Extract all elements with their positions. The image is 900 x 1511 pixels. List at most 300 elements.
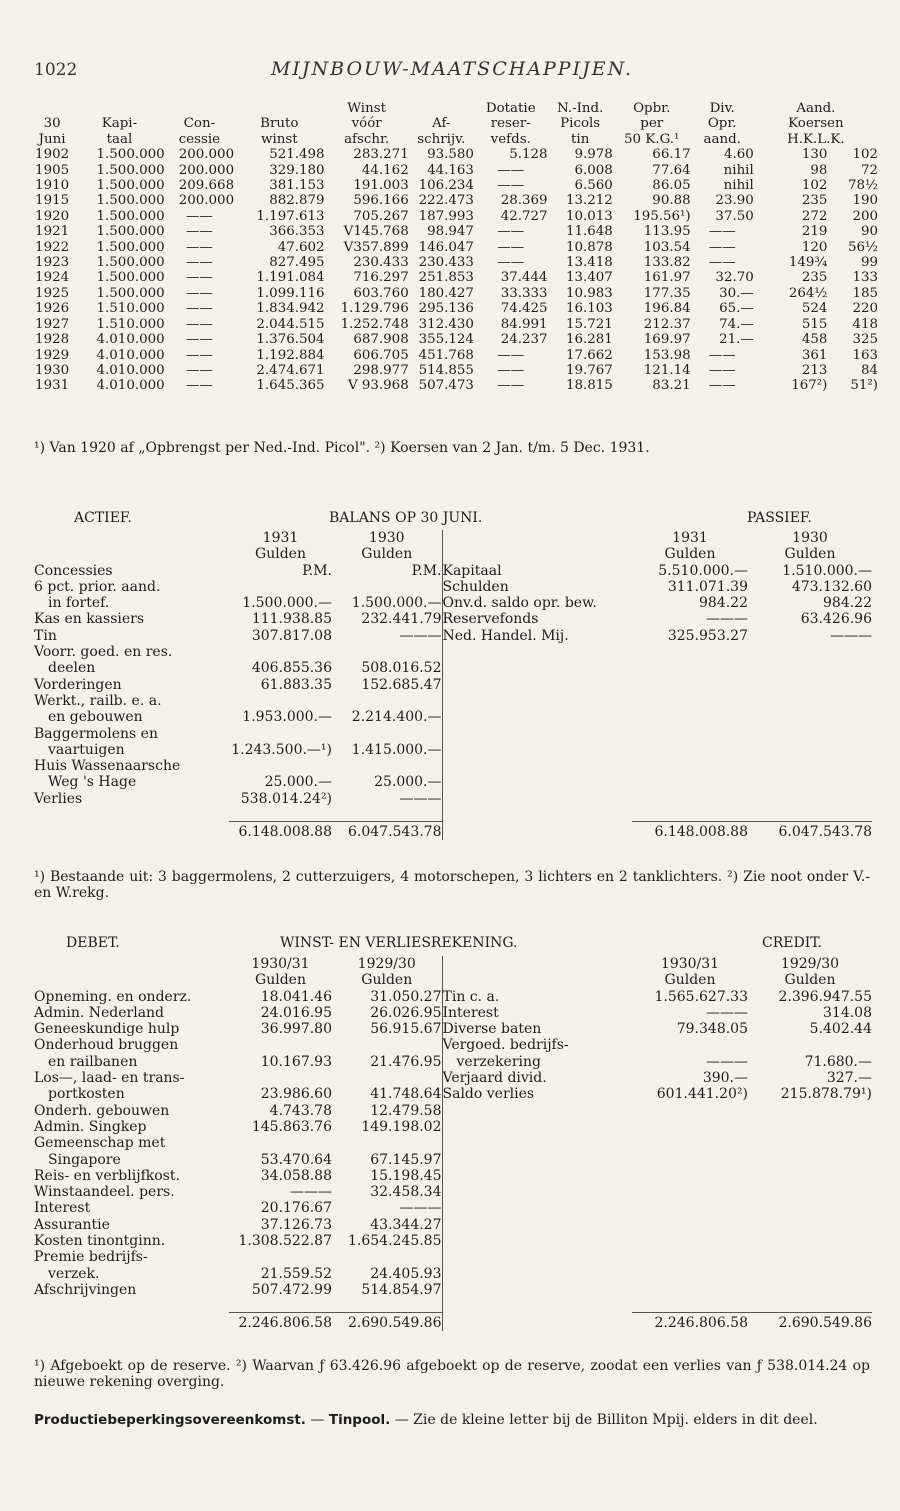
- stats-cell: 298.977: [353, 362, 409, 378]
- right-label: Saldo verlies: [442, 1086, 632, 1102]
- stats-cell: 4.60: [723, 147, 754, 163]
- left-label: Premie bedrijfs-: [34, 1249, 148, 1266]
- stats-cell: ——: [185, 332, 213, 348]
- right-value: ———: [706, 611, 748, 628]
- left-label: in fortef.: [48, 595, 110, 612]
- right-label: Kapitaal: [442, 563, 632, 579]
- stats-cell: 98.947: [427, 224, 474, 240]
- spacer: [632, 742, 748, 758]
- account-row: [34, 709, 872, 725]
- spacer: [632, 726, 748, 742]
- left-value: [332, 1249, 442, 1265]
- spacer: [442, 1298, 632, 1312]
- stats-header-row: [30, 132, 878, 147]
- stats-row: [30, 332, 878, 347]
- stats-cell: 16.103: [565, 301, 613, 317]
- stats-row: [30, 301, 878, 316]
- stats-cell: 37.444: [500, 270, 548, 286]
- left-value: 1.500.000.—: [242, 595, 332, 612]
- spacer: [442, 807, 632, 821]
- left-value: [229, 758, 332, 774]
- stats-cell: 1915: [35, 193, 70, 209]
- left-value: 24.016.95: [260, 1004, 332, 1021]
- right-value: ———: [706, 1053, 748, 1070]
- left-value: 24.405.93: [370, 1265, 442, 1282]
- left-label: Afschrijvingen: [34, 1281, 137, 1298]
- gap-row: [34, 807, 872, 821]
- stats-cell: 606.705: [353, 347, 409, 363]
- spacer: [34, 1298, 229, 1312]
- right-value: 79.348.05: [676, 1021, 748, 1038]
- stats-cell: 66.17: [652, 147, 691, 163]
- stats-header-cell: schrijv.: [417, 131, 466, 147]
- stats-cell: 366.353: [269, 224, 325, 240]
- left-value: 31.050.27: [370, 988, 442, 1005]
- left-value: 26.026.95: [370, 1004, 442, 1021]
- stats-cell: 4.010.000: [96, 378, 165, 394]
- stats-cell: 251.853: [418, 270, 474, 286]
- left-value: 20.176.67: [260, 1200, 332, 1217]
- spacer: [748, 1135, 872, 1151]
- stats-header-cell: [409, 101, 474, 116]
- column-header-row: [34, 972, 872, 988]
- stats-row: [30, 209, 878, 224]
- stats-cell: 687.908: [353, 332, 409, 348]
- stats-cell: 44.162: [361, 162, 409, 178]
- right-value: 325.953.27: [667, 627, 748, 644]
- stats-cell: 5.128: [509, 147, 548, 163]
- stats-header-cell: tin: [571, 131, 590, 147]
- left-label: Baggermolens en: [34, 725, 158, 742]
- spacer: [632, 677, 748, 693]
- stats-header-cell: Juni: [38, 131, 66, 147]
- spacer: [229, 1298, 332, 1312]
- account-row: [34, 1249, 872, 1265]
- stats-cell: 4.010.000: [96, 362, 165, 378]
- stats-cell: 98: [810, 162, 828, 178]
- spacer: [632, 807, 748, 821]
- stats-cell: 106.234: [418, 178, 474, 194]
- stats-cell: ——: [185, 362, 213, 378]
- spacer: [632, 1249, 748, 1265]
- right-value: 311.071.39: [667, 578, 748, 595]
- left-value: 149.198.02: [361, 1118, 442, 1135]
- stats-cell: 2.474.671: [256, 362, 325, 378]
- stats-cell: ——: [708, 224, 736, 240]
- spacer: [442, 758, 632, 774]
- stats-header-cell: Con-: [183, 116, 216, 132]
- stats-cell: 90: [860, 224, 878, 240]
- stats-cell: 84.991: [500, 316, 548, 332]
- stats-cell: 13.407: [565, 270, 613, 286]
- right-value: 390.—: [702, 1070, 748, 1087]
- stats-row: [30, 270, 878, 285]
- spacer: [632, 1217, 748, 1233]
- stats-cell: 235: [801, 193, 828, 209]
- spacer: [442, 1135, 632, 1151]
- stats-cell: 77.64: [652, 162, 691, 178]
- stats-cell: 1922: [35, 239, 70, 255]
- left-value: 21.559.52: [260, 1265, 332, 1282]
- stats-cell: 1929: [35, 347, 70, 363]
- account-row: [34, 1200, 872, 1216]
- left-label: Winstaandeel. pers.: [34, 1184, 175, 1201]
- spacer: [748, 677, 872, 693]
- stats-cell: 235: [801, 270, 828, 286]
- left-value: [229, 1070, 332, 1086]
- account-row: [34, 660, 872, 676]
- stats-cell: 514.855: [418, 362, 474, 378]
- stats-cell: 381.153: [269, 178, 325, 194]
- total-value: 6.047.543.78: [748, 821, 872, 840]
- left-value: 41.748.64: [370, 1086, 442, 1103]
- left-value: [332, 1135, 442, 1151]
- spacer: [34, 821, 229, 840]
- spacer: [442, 972, 632, 988]
- left-label: Tin: [34, 627, 57, 644]
- stats-cell: V 93.968: [347, 378, 409, 394]
- stats-cell: 524: [801, 301, 828, 317]
- spacer: [632, 1266, 748, 1282]
- total-value: 2.690.549.86: [748, 1312, 872, 1331]
- left-value: 2.214.400.—: [351, 709, 442, 726]
- stats-header-cell: winst: [261, 131, 298, 147]
- stats-cell: 1910: [35, 178, 70, 194]
- stats-cell: ——: [185, 270, 213, 286]
- spacer: [34, 956, 229, 972]
- left-label: Huis Wassenaarsche: [34, 758, 181, 775]
- column-header: 1931: [672, 530, 708, 546]
- left-value: [332, 758, 442, 774]
- spacer: [748, 1184, 872, 1200]
- stats-header-cell: reser-: [490, 116, 531, 132]
- stats-cell: 1930: [35, 362, 70, 378]
- left-value: 145.863.76: [251, 1118, 332, 1135]
- left-value: 61.883.35: [260, 676, 332, 693]
- balance-table: [34, 530, 872, 840]
- spacer: [442, 821, 632, 840]
- spacer: [632, 693, 748, 709]
- stats-cell: 1.500.000: [96, 255, 165, 271]
- pl-debet-title: DEBET.: [66, 935, 120, 951]
- left-value: [332, 579, 442, 595]
- left-value: 4.743.78: [269, 1102, 332, 1119]
- account-row: [34, 563, 872, 579]
- stats-cell: 1902: [35, 147, 70, 163]
- spacer: [632, 1152, 748, 1168]
- account-row: [34, 791, 872, 807]
- stats-cell: 705.267: [353, 208, 409, 224]
- stats-cell: 209.668: [178, 178, 235, 194]
- stats-cell: 1927: [35, 316, 70, 332]
- stats-cell: 272: [801, 208, 828, 224]
- stats-row: [30, 255, 878, 270]
- spacer: [442, 530, 632, 546]
- stats-cell: nihil: [723, 162, 754, 178]
- stats-cell: 1.500.000: [96, 162, 165, 178]
- stats-cell: 1921: [35, 224, 70, 240]
- spacer: [748, 1168, 872, 1184]
- account-row: [34, 1005, 872, 1021]
- right-value: [748, 1037, 872, 1053]
- spacer: [748, 774, 872, 790]
- left-label: verzek.: [48, 1265, 100, 1282]
- account-row: [34, 1070, 872, 1086]
- spacer: [442, 1233, 632, 1249]
- stats-cell: 120: [801, 239, 828, 255]
- spacer: [748, 1152, 872, 1168]
- spacer: [442, 546, 632, 562]
- stats-cell: 1928: [35, 332, 70, 348]
- right-label: Tin c. a.: [442, 989, 632, 1005]
- column-header: 1930: [792, 530, 828, 546]
- stats-cell: 329.180: [269, 162, 325, 178]
- column-header: Gulden: [255, 546, 306, 563]
- stats-cell: 1925: [35, 285, 70, 301]
- stats-header-cell: Picols: [560, 116, 601, 132]
- stats-cell: 1.510.000: [96, 301, 165, 317]
- column-header: Gulden: [664, 546, 716, 563]
- right-value: ———: [706, 1004, 748, 1021]
- stats-cell: 1.510.000: [96, 316, 165, 332]
- stats-cell: ——: [708, 239, 736, 255]
- left-value: 18.041.46: [260, 988, 332, 1005]
- spacer: [34, 530, 229, 546]
- stats-cell: 200.000: [178, 147, 235, 163]
- column-header: 1929/30: [357, 956, 416, 972]
- statistics-footnote: ¹) Van 1920 af „Opbrengst per Ned.-Ind. Picol". ²) Koersen van 2 Jan. t/m. 5 Dec. 1931.: [34, 440, 650, 456]
- stats-cell: 196.84: [643, 301, 691, 317]
- stats-cell: ——: [708, 255, 736, 271]
- stats-cell: 23.90: [715, 193, 754, 209]
- stats-header-cell: Opr.: [707, 116, 737, 132]
- spacer: [632, 1184, 748, 1200]
- left-value: 152.685.47: [361, 676, 442, 693]
- left-value: 12.479.58: [370, 1102, 442, 1119]
- stats-cell: ——: [185, 378, 213, 394]
- stats-cell: 1920: [35, 208, 70, 224]
- statistics-table: [30, 101, 878, 394]
- balance-actief-title: ACTIEF.: [74, 510, 132, 526]
- stats-row: [30, 286, 878, 301]
- page-number: 1022: [34, 60, 78, 80]
- spacer: [748, 758, 872, 774]
- stats-header-cell: Af-: [432, 116, 451, 132]
- stats-cell: 1924: [35, 270, 70, 286]
- stats-header-cell: Winst: [347, 101, 386, 116]
- stats-cell: 16.281: [565, 332, 613, 348]
- stats-cell: 1.645.365: [256, 378, 325, 394]
- account-row: [34, 1037, 872, 1053]
- stats-cell: 458: [801, 332, 828, 348]
- stats-cell: 882.879: [269, 193, 325, 209]
- stats-cell: 1.500.000: [96, 239, 165, 255]
- stats-cell: 146.047: [418, 239, 474, 255]
- stats-cell: 74.—: [719, 316, 754, 332]
- stats-cell: 603.760: [353, 285, 409, 301]
- stats-cell: 191.003: [353, 178, 409, 194]
- column-header-row: [34, 956, 872, 972]
- stats-cell: 1.500.000: [96, 285, 165, 301]
- stats-cell: 13.418: [565, 255, 613, 271]
- stats-cell: 33.333: [500, 285, 548, 301]
- stats-cell: 596.166: [353, 193, 409, 209]
- stats-cell: 1.500.000: [96, 178, 165, 194]
- account-row: [34, 693, 872, 709]
- stats-cell: 9.978: [574, 147, 613, 163]
- account-row: [34, 726, 872, 742]
- stats-cell: 295.136: [418, 301, 474, 317]
- stats-header-cell: vóór: [351, 116, 382, 132]
- stats-row: [30, 240, 878, 255]
- total-value: 2.246.806.58: [632, 1312, 748, 1331]
- totals-row: [34, 821, 872, 840]
- stats-cell: 283.271: [353, 147, 409, 163]
- stats-row: [30, 178, 878, 193]
- left-value: ———: [290, 1184, 332, 1201]
- stats-cell: 163: [852, 347, 878, 363]
- stats-cell: 99: [860, 255, 878, 271]
- stats-cell: nihil: [723, 178, 754, 194]
- left-value: 34.058.88: [260, 1167, 332, 1184]
- stats-cell: ——: [497, 178, 525, 194]
- spacer: [442, 956, 632, 972]
- right-label: Onv.d. saldo opr. bew.: [442, 595, 632, 611]
- right-value: 71.680.—: [804, 1053, 872, 1070]
- left-label: 6 pct. prior. aand.: [34, 578, 161, 595]
- spacer: [34, 972, 229, 988]
- stats-cell: 130: [801, 147, 828, 163]
- left-value: ———: [399, 1200, 442, 1217]
- stats-cell: 418: [852, 316, 878, 332]
- balance-passief-title: PASSIEF.: [747, 510, 812, 526]
- stats-cell: ——: [185, 255, 213, 271]
- stats-cell: 507.473: [418, 378, 474, 394]
- account-row: [34, 628, 872, 644]
- spacer: [442, 726, 632, 742]
- left-value: 23.986.60: [260, 1086, 332, 1103]
- left-label: Reis- en verblijfkost.: [34, 1167, 180, 1184]
- left-value: [332, 644, 442, 660]
- stats-cell: 153.98: [643, 347, 691, 363]
- stats-header-cell: Kapi-: [101, 116, 138, 132]
- stats-cell: 37.50: [715, 208, 754, 224]
- right-label: Diverse baten: [442, 1021, 632, 1037]
- left-value: [332, 726, 442, 742]
- left-label: portkosten: [48, 1086, 125, 1103]
- stats-cell: ——: [708, 362, 736, 378]
- stats-cell: 121.14: [643, 362, 691, 378]
- stats-cell: 78½: [847, 178, 878, 194]
- left-value: 1.500.000.—: [351, 595, 442, 612]
- left-value: 25.000.—: [264, 774, 332, 791]
- spacer: [442, 774, 632, 790]
- account-row: [34, 1266, 872, 1282]
- spacer: [748, 1249, 872, 1265]
- spacer: [632, 774, 748, 790]
- stats-cell: ——: [185, 208, 213, 224]
- stats-cell: ——: [185, 316, 213, 332]
- gap-row: [34, 1298, 872, 1312]
- account-row: [34, 611, 872, 627]
- stats-row: [30, 163, 878, 178]
- left-value: 1.953.000.—: [242, 709, 332, 726]
- stats-header-cell: 30: [43, 116, 61, 132]
- stats-cell: 1.099.116: [256, 285, 325, 301]
- stats-header-row: [30, 116, 878, 131]
- balance-footnote: ¹) Bestaande uit: 3 baggermolens, 2 cutterzuigers, 4 motorschepen, 3 lichters en 2 tanklichters. ²) Zie noot onder V.- en W.rekg.: [34, 869, 870, 901]
- stats-cell: 325: [852, 332, 878, 348]
- stats-cell: 521.498: [269, 147, 325, 163]
- left-value: 307.817.08: [251, 627, 332, 644]
- page-header: [34, 56, 870, 82]
- stats-cell: 30.—: [719, 285, 754, 301]
- right-value: 2.396.947.55: [778, 988, 872, 1005]
- column-header: Gulden: [664, 972, 716, 989]
- left-value: 1.308.522.87: [238, 1233, 332, 1250]
- stats-cell: ——: [185, 285, 213, 301]
- stats-cell: 47.602: [277, 239, 325, 255]
- left-label: en gebouwen: [48, 709, 143, 726]
- stats-cell: 1.252.748: [340, 316, 409, 332]
- spacer: [332, 807, 442, 821]
- stats-cell: 11.648: [565, 224, 613, 240]
- stats-cell: 1.500.000: [96, 208, 165, 224]
- stats-header-cell: [165, 101, 234, 116]
- spacer: [34, 546, 229, 562]
- spacer: [442, 677, 632, 693]
- left-label: Geneeskundige hulp: [34, 1021, 180, 1038]
- stats-cell: ——: [185, 347, 213, 363]
- stats-header-cell: Opbr.: [633, 101, 671, 116]
- spacer: [632, 1298, 748, 1312]
- spacer: [748, 1282, 872, 1298]
- stats-cell: V145.768: [343, 224, 409, 240]
- stats-row: [30, 378, 878, 393]
- stats-cell: 1.500.000: [96, 147, 165, 163]
- spacer: [442, 1282, 632, 1298]
- stats-cell: 220: [852, 301, 878, 317]
- stats-cell: 103.54: [643, 239, 691, 255]
- stats-cell: 51²): [850, 378, 878, 394]
- stats-cell: ——: [497, 162, 525, 178]
- left-value: 508.016.52: [361, 660, 442, 677]
- stats-cell: 1.197.613: [256, 208, 325, 224]
- stats-header-cell: 50 K.G.¹: [624, 131, 680, 147]
- stats-cell: 230.433: [353, 255, 409, 271]
- stats-cell: 355.124: [418, 332, 474, 348]
- account-row: [34, 774, 872, 790]
- stats-cell: 515: [801, 316, 828, 332]
- account-row: [34, 1282, 872, 1298]
- stats-header-cell: cessie: [178, 131, 221, 147]
- stats-cell: 133.82: [643, 255, 691, 271]
- stats-row: [30, 147, 878, 162]
- column-header: Gulden: [255, 972, 306, 989]
- spacer: [748, 693, 872, 709]
- stats-cell: 4.010.000: [96, 347, 165, 363]
- closing-sep: —: [305, 1412, 329, 1428]
- left-value: 10.167.93: [260, 1053, 332, 1070]
- column-header: Gulden: [784, 972, 836, 989]
- stats-row: [30, 363, 878, 378]
- left-label: Weg 's Hage: [48, 774, 137, 791]
- total-value: 6.148.008.88: [632, 821, 748, 840]
- right-value: 1.510.000.—: [782, 562, 872, 579]
- stats-cell: 15.721: [565, 316, 613, 332]
- left-label: Los—, laad- en trans-: [34, 1070, 185, 1087]
- left-value: [332, 1037, 442, 1053]
